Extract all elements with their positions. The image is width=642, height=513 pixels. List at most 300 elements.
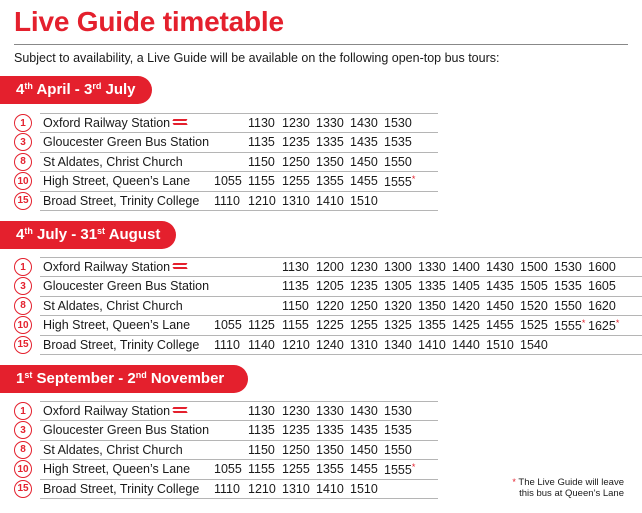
- departure-time: [316, 174, 350, 188]
- departure-time-text: 1430: [350, 404, 378, 418]
- departure-time: [486, 279, 520, 293]
- departure-time: [350, 299, 384, 313]
- departure-time: [214, 462, 248, 476]
- period-end-suffix: nd: [135, 370, 147, 380]
- departure-time: [486, 299, 520, 313]
- departure-time: [282, 299, 316, 313]
- timetable-row: [14, 315, 642, 334]
- stop-name-text: Broad Street, Trinity College: [43, 337, 200, 352]
- departure-time-text: 1450: [350, 442, 378, 457]
- departure-time: [350, 404, 384, 418]
- departure-time: [316, 194, 350, 208]
- departure-time-text: 1425: [452, 318, 480, 333]
- departure-time: [248, 443, 282, 457]
- stop-name-text: Gloucester Green Bus Station: [43, 135, 210, 150]
- departure-time-text: 1250: [282, 442, 310, 457]
- departure-time-text: 1155: [282, 318, 309, 333]
- departure-time-text: 1605: [588, 279, 616, 294]
- stop-number-badge: 8: [14, 153, 32, 171]
- departure-time-text: 1430: [486, 260, 514, 274]
- departure-time: [350, 260, 384, 274]
- departure-time: [452, 318, 486, 332]
- period-end-month: July: [105, 81, 136, 98]
- departure-time-text: 1410: [316, 481, 344, 496]
- period-start-day: 4: [16, 81, 25, 98]
- departure-time-text: 1300: [384, 260, 412, 274]
- departure-time: [588, 279, 622, 293]
- departure-time-text: 1535: [384, 423, 412, 438]
- stop-name-text: Gloucester Green Bus Station: [43, 423, 210, 438]
- departure-time-text: 1400: [452, 260, 480, 274]
- departure-time: [350, 174, 384, 188]
- departure-time-text: 1135: [248, 135, 275, 150]
- departure-time-text: 1350: [316, 442, 344, 457]
- page-subtitle: Subject to availability, a Live Guide will be available on the following open-top bus tours:: [14, 51, 500, 65]
- departure-time: [282, 194, 316, 208]
- departure-time-text: 1550: [384, 154, 412, 169]
- departure-time: [554, 279, 588, 293]
- departure-time-text: 1405: [452, 279, 480, 294]
- departure-time-text: 1310: [282, 193, 310, 208]
- departure-time: [520, 318, 554, 332]
- departure-time: [282, 462, 316, 476]
- departure-time-text: 1550: [384, 442, 412, 457]
- timetable-row: [14, 257, 642, 276]
- departure-time-text: 1235: [282, 423, 310, 438]
- stop-number-badge: 15: [14, 480, 32, 498]
- departure-time: [418, 318, 452, 332]
- departure-time: [316, 318, 350, 332]
- row-divider: [40, 420, 438, 421]
- departure-time-text: 1330: [418, 260, 446, 274]
- row-divider: [40, 459, 438, 460]
- period-end-suffix: rd: [92, 81, 102, 91]
- stop-number-badge: 8: [14, 297, 32, 315]
- departure-time: [588, 318, 622, 333]
- departure-time: [248, 155, 282, 169]
- timetable-row: [14, 479, 442, 498]
- departure-time-text: 1335: [316, 423, 344, 438]
- departure-time-text: 1225: [316, 318, 344, 333]
- row-divider: [40, 315, 642, 316]
- timetable-row: [14, 276, 642, 295]
- departure-time: [282, 260, 316, 274]
- departure-time-text: 1435: [350, 135, 378, 150]
- departure-time: [384, 462, 418, 477]
- departure-time: [282, 404, 316, 418]
- departure-time: [316, 482, 350, 496]
- period-range-text: July - 31: [37, 226, 98, 243]
- departure-time: [384, 443, 418, 457]
- period-heading: [0, 76, 152, 104]
- departure-time: [384, 116, 418, 130]
- departure-time-text: 1140: [248, 337, 275, 352]
- departure-time-text: 1530: [554, 260, 582, 274]
- departure-time-text: 1455: [486, 318, 514, 333]
- stop-number-badge: 8: [14, 441, 32, 459]
- period-start-day: 1: [16, 370, 25, 387]
- departure-time-text: 1235: [350, 279, 378, 294]
- title-divider: [14, 44, 628, 45]
- departure-time-text: 1255: [282, 174, 310, 189]
- departure-time-text: 1510: [350, 193, 378, 208]
- departure-time-text: 1430: [350, 116, 378, 130]
- timetable-row: [14, 296, 642, 315]
- departure-time: [316, 299, 350, 313]
- departure-time-text: 1110: [214, 481, 240, 496]
- departure-time-text: 1055: [214, 174, 242, 189]
- departure-time: [282, 482, 316, 496]
- departure-time-text: 1410: [316, 193, 344, 208]
- period-heading: [0, 365, 248, 393]
- timetable-row: [14, 440, 442, 459]
- departure-time-text: 1330: [316, 116, 344, 130]
- stop-name-text: Gloucester Green Bus Station: [43, 279, 210, 294]
- footnote-line-1: The Live Guide will leave: [518, 477, 624, 488]
- departure-time: [418, 260, 452, 274]
- departure-time: [316, 443, 350, 457]
- footnote-marker: *: [411, 174, 416, 185]
- departure-time: [350, 462, 384, 476]
- departure-time: [282, 318, 316, 332]
- stop-number-badge: 1: [14, 114, 32, 132]
- departure-time-text: 1135: [248, 423, 275, 438]
- departure-time-text: 1130: [282, 260, 309, 274]
- row-divider: [40, 276, 642, 277]
- departure-time: [248, 174, 282, 188]
- departure-time: [588, 299, 622, 313]
- departure-time-text: 1450: [486, 298, 514, 313]
- stop-name: [43, 482, 199, 496]
- departure-time-text: 1555: [384, 175, 412, 190]
- departure-time: [214, 194, 248, 208]
- departure-time-text: 1420: [452, 298, 480, 313]
- departure-time: [350, 443, 384, 457]
- departure-time-text: 1135: [282, 279, 309, 294]
- footnote-marker: *: [581, 318, 586, 329]
- departure-time: [350, 279, 384, 293]
- row-divider: [40, 257, 642, 258]
- departure-time: [418, 338, 452, 352]
- stop-name: [43, 174, 190, 188]
- period-end-month: November: [150, 370, 225, 387]
- departure-time: [350, 194, 384, 208]
- stop-name-text: Broad Street, Trinity College: [43, 481, 200, 496]
- departure-time-text: 1310: [282, 481, 310, 496]
- timetable-row: [14, 420, 442, 439]
- departure-time-text: 1320: [384, 298, 412, 313]
- departure-time: [214, 174, 248, 188]
- stop-name-text: Oxford Railway Station: [43, 260, 171, 274]
- departure-time-text: 1525: [520, 318, 548, 333]
- departure-time-text: 1150: [248, 442, 275, 457]
- row-divider: [40, 210, 438, 211]
- departure-time: [350, 116, 384, 130]
- stop-number-badge: 15: [14, 192, 32, 210]
- departure-time-text: 1555: [384, 463, 412, 478]
- departure-time-text: 1355: [316, 174, 344, 189]
- row-divider: [40, 401, 438, 402]
- footnote: [512, 477, 624, 499]
- stop-name: [43, 423, 209, 437]
- stop-name: [43, 443, 183, 457]
- departure-time: [350, 155, 384, 169]
- departure-time: [520, 299, 554, 313]
- stop-number-badge: 10: [14, 172, 32, 190]
- departure-time-text: 1455: [350, 174, 378, 189]
- departure-time-text: 1325: [384, 318, 412, 333]
- departure-time-text: 1535: [384, 135, 412, 150]
- stop-name: [43, 299, 183, 313]
- departure-time-text: 1600: [588, 260, 616, 274]
- departure-time: [554, 260, 588, 274]
- stop-name: [43, 338, 199, 352]
- departure-time: [384, 404, 418, 418]
- departure-time: [452, 260, 486, 274]
- departure-time: [384, 299, 418, 313]
- departure-time-text: 1255: [282, 462, 310, 477]
- departure-time-text: 1235: [282, 135, 310, 150]
- departure-time: [350, 482, 384, 496]
- period-start-day: 4: [16, 226, 25, 243]
- departure-time: [282, 116, 316, 130]
- stop-number-badge: 1: [14, 258, 32, 276]
- row-divider: [40, 479, 438, 480]
- row-divider: [40, 132, 438, 133]
- departure-time-text: 1230: [282, 404, 310, 418]
- departure-time-text: 1220: [316, 298, 344, 313]
- timetable-row: [14, 401, 442, 420]
- departure-time-text: 1340: [384, 337, 412, 352]
- period-range-text: April - 3: [36, 81, 93, 98]
- timetable-row: [14, 335, 642, 354]
- departure-time-text: 1555: [554, 319, 582, 334]
- departure-time: [520, 279, 554, 293]
- departure-time: [248, 423, 282, 437]
- departure-time: [384, 423, 418, 437]
- departure-time: [248, 404, 282, 418]
- departure-time: [248, 194, 282, 208]
- timetable-row: [14, 152, 442, 171]
- departure-time: [282, 155, 316, 169]
- departure-time-text: 1335: [316, 135, 344, 150]
- period-end-month: August: [108, 226, 161, 243]
- stop-name-text: Oxford Railway Station: [43, 116, 171, 130]
- departure-time: [214, 482, 248, 496]
- departure-time: [384, 135, 418, 149]
- departure-time-text: 1310: [350, 337, 378, 352]
- period-range-text: September - 2: [36, 370, 136, 387]
- departure-time-text: 1305: [384, 279, 412, 294]
- row-divider: [40, 171, 438, 172]
- departure-time: [248, 116, 282, 130]
- departure-time-text: 1210: [248, 193, 276, 208]
- departure-time: [282, 443, 316, 457]
- row-divider: [40, 152, 438, 153]
- departure-time: [384, 279, 418, 293]
- period-start-suffix: th: [24, 226, 33, 236]
- stop-number-badge: 1: [14, 402, 32, 420]
- departure-time-text: 1455: [350, 462, 378, 477]
- stop-name: [43, 279, 209, 293]
- departure-time: [350, 135, 384, 149]
- departure-time-text: 1350: [418, 298, 446, 313]
- departure-time: [282, 338, 316, 352]
- departure-time: [316, 404, 350, 418]
- departure-time-text: 1410: [418, 337, 446, 352]
- departure-time-text: 1130: [248, 116, 275, 130]
- stop-name-text: Broad Street, Trinity College: [43, 193, 200, 208]
- departure-time: [384, 260, 418, 274]
- departure-time: [282, 174, 316, 188]
- period-start-suffix: th: [24, 81, 33, 91]
- departure-time-text: 1530: [384, 116, 412, 130]
- departure-time-text: 1055: [214, 462, 242, 477]
- row-divider: [40, 113, 438, 114]
- period-heading: [0, 221, 176, 249]
- departure-time-text: 1200: [316, 260, 344, 274]
- departure-time: [248, 318, 282, 332]
- departure-time-text: 1240: [316, 337, 344, 352]
- timetable-row: [14, 459, 442, 478]
- departure-time: [282, 423, 316, 437]
- stop-number-badge: 3: [14, 421, 32, 439]
- departure-time-text: 1125: [248, 318, 275, 333]
- departure-time-text: 1255: [350, 318, 378, 333]
- timetable-row: [14, 191, 442, 210]
- stop-name-text: Oxford Railway Station: [43, 404, 171, 418]
- departure-time-text: 1540: [520, 337, 548, 352]
- departure-time: [520, 260, 554, 274]
- stop-name: [43, 155, 183, 169]
- row-divider: [40, 354, 642, 355]
- departure-time-text: 1355: [316, 462, 344, 477]
- page-title: Live Guide timetable: [14, 6, 284, 37]
- departure-time: [486, 260, 520, 274]
- departure-time-text: 1230: [350, 260, 378, 274]
- stop-number-badge: 10: [14, 316, 32, 334]
- departure-time: [316, 423, 350, 437]
- departure-time: [350, 423, 384, 437]
- stop-name-text: St Aldates, Christ Church: [43, 154, 183, 169]
- departure-time-text: 1355: [418, 318, 446, 333]
- timetable-row: [14, 132, 442, 151]
- departure-time-text: 1450: [350, 154, 378, 169]
- national-rail-icon: [173, 406, 187, 414]
- departure-time-text: 1110: [214, 193, 240, 208]
- departure-time: [248, 338, 282, 352]
- departure-time-text: 1230: [282, 116, 310, 130]
- departure-time-text: 1335: [418, 279, 446, 294]
- row-divider: [40, 498, 438, 499]
- stop-name: [43, 260, 187, 274]
- departure-time-text: 1155: [248, 462, 275, 477]
- departure-time-text: 1130: [248, 404, 275, 418]
- footnote-line-2: this bus at Queen’s Lane: [519, 488, 624, 499]
- timetable-row: [14, 113, 442, 132]
- departure-time-text: 1150: [282, 298, 309, 313]
- departure-time-text: 1440: [452, 337, 480, 352]
- stop-number-badge: 15: [14, 336, 32, 354]
- departure-time-text: 1510: [486, 337, 514, 352]
- departure-time: [486, 318, 520, 332]
- departure-time: [486, 338, 520, 352]
- departure-time: [214, 318, 248, 332]
- departure-time: [350, 318, 384, 332]
- national-rail-icon: [173, 118, 187, 126]
- departure-time-text: 1535: [554, 279, 582, 294]
- departure-time-text: 1155: [248, 174, 275, 189]
- departure-time: [316, 135, 350, 149]
- row-divider: [40, 440, 438, 441]
- stop-name-text: St Aldates, Christ Church: [43, 442, 183, 457]
- stop-name-text: St Aldates, Christ Church: [43, 298, 183, 313]
- stop-name-text: High Street, Queen’s Lane: [43, 318, 191, 333]
- departure-time-text: 1550: [554, 298, 582, 313]
- departure-time: [316, 155, 350, 169]
- departure-time-text: 1435: [486, 279, 514, 294]
- departure-time: [282, 135, 316, 149]
- departure-time: [248, 482, 282, 496]
- row-divider: [40, 296, 642, 297]
- departure-time-text: 1620: [588, 298, 616, 313]
- departure-time: [452, 338, 486, 352]
- departure-time-text: 1520: [520, 298, 548, 313]
- departure-time: [384, 155, 418, 169]
- timetable-row: [14, 171, 442, 190]
- stop-name: [43, 462, 190, 476]
- departure-time: [588, 260, 622, 274]
- departure-time-text: 1330: [316, 404, 344, 418]
- departure-time: [554, 299, 588, 313]
- departure-time: [316, 462, 350, 476]
- stop-name: [43, 318, 190, 332]
- stop-name: [43, 135, 209, 149]
- footnote-marker: *: [615, 318, 620, 329]
- departure-time: [350, 338, 384, 352]
- departure-time: [384, 174, 418, 189]
- departure-time-text: 1530: [384, 404, 412, 418]
- departure-time-text: 1250: [350, 298, 378, 313]
- departure-time-text: 1210: [248, 481, 276, 496]
- departure-time: [316, 116, 350, 130]
- departure-time-text: 1350: [316, 154, 344, 169]
- departure-time: [452, 299, 486, 313]
- departure-time: [316, 260, 350, 274]
- departure-time: [248, 462, 282, 476]
- row-divider: [40, 335, 642, 336]
- stop-name: [43, 194, 199, 208]
- departure-time-text: 1250: [282, 154, 310, 169]
- departure-time: [316, 279, 350, 293]
- period-start-suffix: st: [24, 370, 33, 380]
- departure-time-text: 1150: [248, 154, 275, 169]
- departure-time-text: 1205: [316, 279, 344, 294]
- departure-time: [384, 318, 418, 332]
- departure-time: [316, 338, 350, 352]
- row-divider: [40, 191, 438, 192]
- stop-number-badge: 10: [14, 460, 32, 478]
- departure-time: [418, 279, 452, 293]
- departure-time: [248, 135, 282, 149]
- departure-time: [520, 338, 554, 352]
- departure-time-text: 1505: [520, 279, 548, 294]
- footnote-star: *: [512, 477, 516, 487]
- departure-time-text: 1625: [588, 319, 616, 334]
- stop-name-text: High Street, Queen’s Lane: [43, 174, 191, 189]
- departure-time: [554, 318, 588, 333]
- departure-time: [418, 299, 452, 313]
